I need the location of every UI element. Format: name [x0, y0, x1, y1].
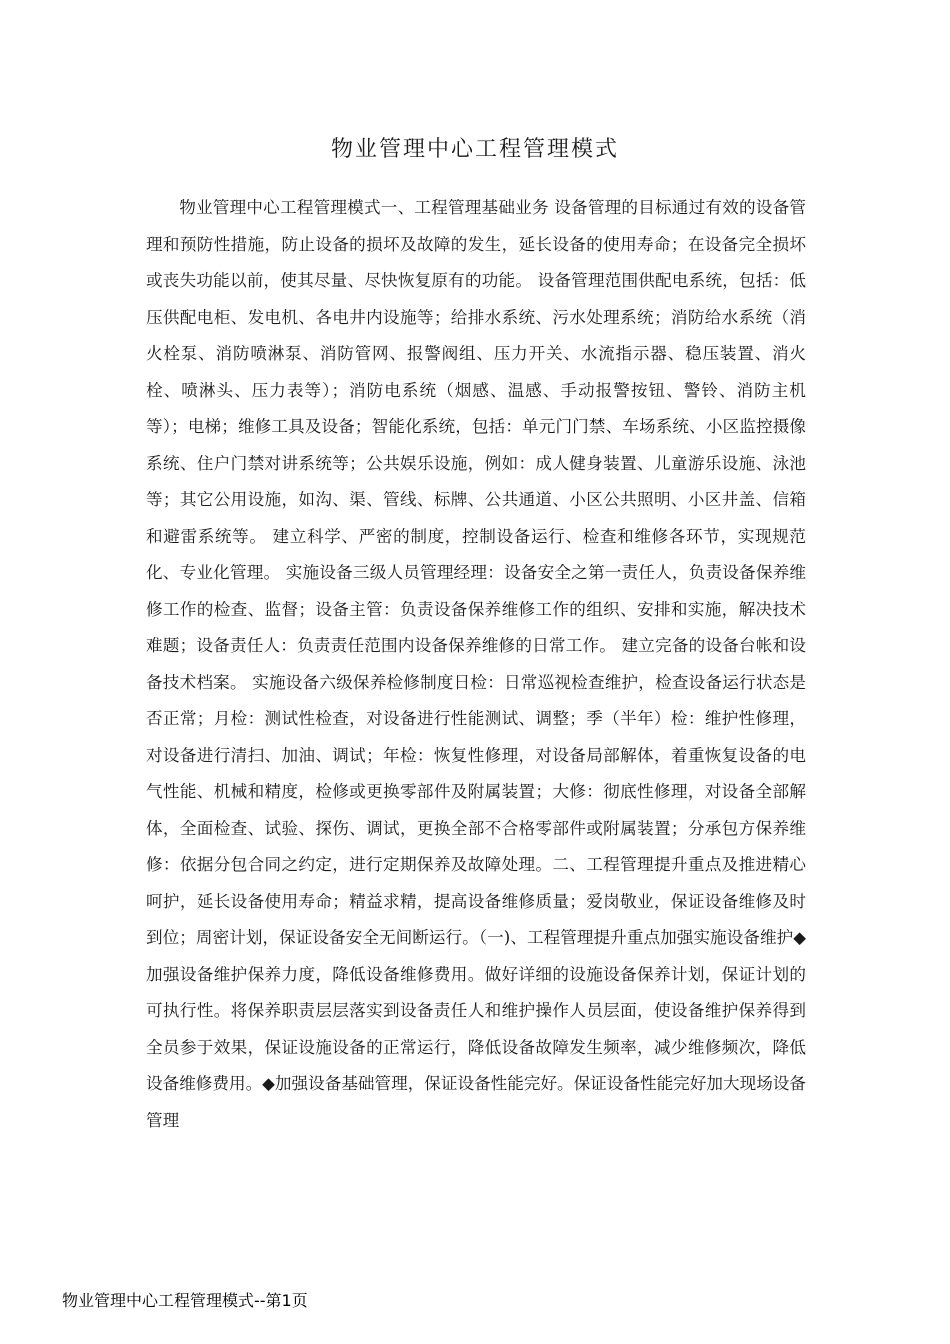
document-body-paragraph: 物业管理中心工程管理模式一、工程管理基础业务 设备管理的目标通过有效的设备管理和预防性措施，防止设备的损坏及故障的发生，延长设备的使用寿命；在设备完全损坏或丧失功能以前，使其尽量、尽快恢复原有的功能。 设备管理范围供配电系统，包括：低压供配电柜、发电机、各电井内设施等；给排水系统、污水处理系统；消防给水系统（消火栓泵、消防喷淋泵、消防管网、报警阀组、压力开关、水流指示器、稳压装置、消火栓、喷淋头、压力表等）；消防电系统（烟感、温感、手动报警按钮、警铃、消防主机等）；电梯；维修工具及设备；智能化系统，包括：单元门门禁、车场系统、小区监控摄像系统、住户门禁对讲系统等；公共娱乐设施，例如：成人健身装置、儿童游乐设施、泳池等；其它公用设施，如沟、渠、管线、标牌、公共通道、小区公共照明、小区井盖、信箱和避雷系统等。 建立科学、严密的制度，控制设备运行、检查和维修各环节，实现规范化、专业化管理。 实施设备三级人员管理经理：设备安全之第一责任人，负责设备保养维修工作的检查、监督；设备主管：负责设备保养维修工作的组织、安排和实施，解决技术难题；设备责任人：负责责任范围内设备保养维修的日常工作。 建立完备的设备台帐和设备技术档案。 实施设备六级保养检修制度日检：日常巡视检查维护，检查设备运行状态是否正常；月检：测试性检查，对设备进行性能测试、调整；季（半年）检：维护性修理，对设备进行清扫、加油、调试；年检：恢复性修理，对设备局部解体，着重恢复设备的电气性能、机械和精度，检修或更换零部件及附属装置；大修：彻底性修理，对设备全部解体，全面检查、试验、探伤、调试，更换全部不合格零部件或附属装置；分承包方保养维修：依据分包合同之约定，进行定期保养及故障处理。二、工程管理提升重点及推进精心呵护，延长设备使用寿命；精益求精，提高设备维修质量；爱岗敬业，保证设备维修及时到位；周密计划，保证设备安全无间断运行。（一)、工程管理提升重点加强实施设备维护◆加强设备维护保养力度，降低设备维修费用。做好详细的设施设备保养计划，保证计划的可执行性。将保养职责层层落实到设备责任人和维护操作人员层面，使设备维护保养得到全员参于效果，保证设施设备的正常运行，降低设备故障发生频率，减少维修频次，降低设备维修费用。◆加强设备基础管理，保证设备性能完好。保证设备性能完好加大现场设备管理 — [146, 198, 806, 1130]
document-title: 物业管理中心工程管理模式 — [330, 137, 619, 162]
page-footer: 物业管理中心工程管理模式--第1页 — [62, 1291, 308, 1310]
